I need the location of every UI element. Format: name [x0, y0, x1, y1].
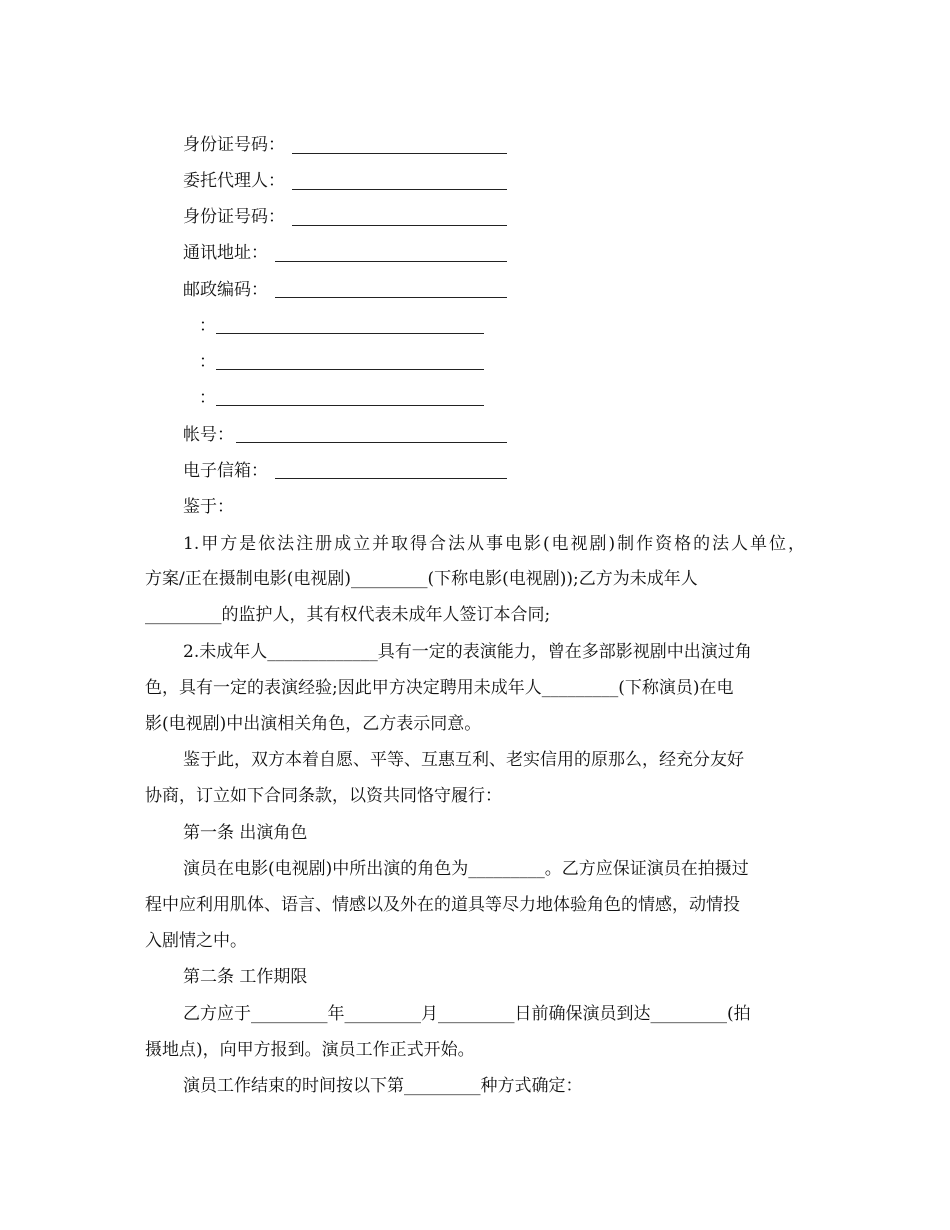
body-line: _________的监护人，其有权代表未成年人签订本合同; — [145, 605, 551, 625]
body-line: 鉴于： — [183, 497, 234, 517]
field-label: 通讯地址： — [183, 243, 268, 263]
field-label: 电子信箱： — [183, 461, 268, 481]
body-line: 色，具有一定的表演经验;因此甲方决定聘用未成年人_________(下称演员)在电 — [145, 678, 734, 698]
field-label: ： — [199, 388, 216, 408]
body-line: 鉴于此，双方本着自愿、平等、互惠互利、老实信用的原那么，经充分友好 — [183, 750, 744, 770]
section-heading: 第二条 工作期限 — [183, 967, 308, 987]
field-label: 帐号： — [183, 425, 234, 445]
body-line: 演员在电影(电视剧)中所出演的角色为_________。乙方应保证演员在拍摄过 — [183, 859, 749, 879]
field-label: ： — [199, 352, 216, 372]
body-line: 演员工作结束的时间按以下第_________种方式确定： — [183, 1076, 583, 1096]
field-label: 邮政编码： — [183, 280, 268, 300]
body-line: 2.未成年人_____________具有一定的表演能力，曾在多部影视剧中出演过角 — [183, 642, 752, 662]
blank-line[interactable] — [236, 442, 507, 443]
body-line: 影(电视剧)中出演相关角色，乙方表示同意。 — [145, 714, 482, 734]
blank-line[interactable] — [292, 189, 507, 190]
field-label: 身份证号码： — [183, 207, 285, 227]
body-line: 摄地点)，向甲方报到。演员工作正式开始。 — [145, 1040, 475, 1060]
body-line: 方案/正在摄制电影(电视剧)_________(下称电影(电视剧));乙方为未成年人 — [145, 569, 698, 589]
blank-line[interactable] — [275, 261, 507, 262]
field-label: 身份证号码： — [183, 135, 285, 155]
blank-line[interactable] — [292, 153, 507, 154]
blank-line[interactable] — [216, 333, 484, 334]
body-line: 1.甲方是依法注册成立并取得合法从事电影(电视剧)制作资格的法人单位， — [183, 534, 805, 554]
body-line: 乙方应于_________年_________月_________日前确保演员到达_________(拍 — [183, 1004, 751, 1024]
blank-line[interactable] — [216, 369, 484, 370]
body-line: 程中应利用肌体、语言、情感以及外在的道具等尽力地体验角色的情感，动情投 — [145, 895, 740, 915]
blank-line[interactable] — [292, 225, 507, 226]
section-heading: 第一条 出演角色 — [183, 823, 308, 843]
body-line: 入剧情之中。 — [145, 931, 247, 951]
body-line: 协商，订立如下合同条款，以资共同恪守履行： — [145, 786, 502, 806]
field-label: 委托代理人： — [183, 171, 285, 191]
blank-line[interactable] — [275, 297, 507, 298]
blank-line[interactable] — [275, 478, 507, 479]
blank-line[interactable] — [216, 405, 484, 406]
field-label: ： — [199, 316, 216, 336]
